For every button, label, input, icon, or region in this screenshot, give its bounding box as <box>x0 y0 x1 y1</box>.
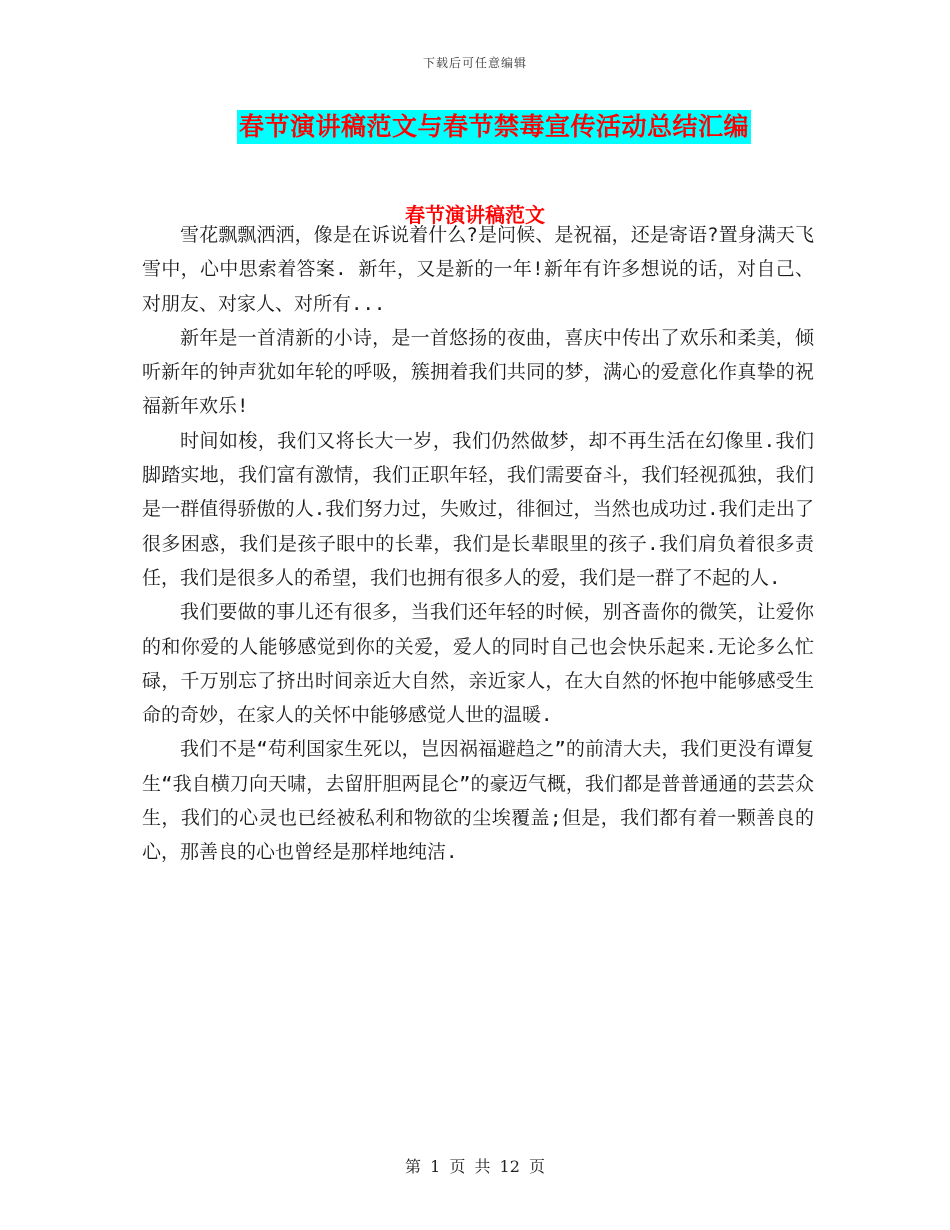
document-body <box>142 218 814 870</box>
paragraph-2: 新年是一首清新的小诗，是一首悠扬的夜曲，喜庆中传出了欢乐和柔美，倾听新年的钟声犹如年轮的呼吸，簇拥着我们共同的梦，满心的爱意化作真挚的祝福新年欢乐! <box>142 326 814 418</box>
paragraph-1: 雪花飘飘洒洒，像是在诉说着什么?是问候、是祝福，还是寄语?置身满天飞雪中，心中思索着答案. 新年，又是新的一年!新年有许多想说的话，对自己、对朋友、对家人、对所有... <box>142 224 814 315</box>
section-title: 春节演讲稿范文 <box>405 203 545 227</box>
document-title: 春节演讲稿范文与春节禁毒宣传活动总结汇编 <box>237 110 751 144</box>
document-title-wrap <box>0 110 950 144</box>
page-number: 第 1 页 共 12 页 <box>405 1157 545 1176</box>
paragraph-5: 我们不是“苟利国家生死以，岂因祸福避趋之”的前清大夫，我们更没有谭复生“我自横刀向天啸，去留肝胆两昆仑”的豪迈气概，我们都是普普通通的芸芸众生，我们的心灵也已经被私利和物欲的尘埃覆盖;但是，我们都有着一颗善良的心，那善良的心也曾经是那样地纯洁. <box>142 738 814 864</box>
paragraph-3: 时间如梭，我们又将长大一岁，我们仍然做梦，却不再生活在幻像里.我们脚踏实地，我们富有激情，我们正职年轻，我们需要奋斗，我们轻视孤独，我们是一群值得骄傲的人.我们努力过，失败过，徘徊过，当然也成功过.我们走出了很多困惑，我们是孩子眼中的长辈，我们是长辈眼里的孩子.我们肩负着很多责任，我们是很多人的希望，我们也拥有很多人的爱，我们是一群了不起的人. <box>142 429 814 589</box>
header-note: 下载后可任意编辑 <box>422 56 527 70</box>
paragraph-4: 我们要做的事儿还有很多，当我们还年轻的时候，别吝啬你的微笑，让爱你的和你爱的人能够感觉到你的关爱，爱人的同时自己也会快乐起来.无论多么忙碌，千万别忘了挤出时间亲近大自然，亲近家人，在大自然的怀抱中能够感受生命的奇妙，在家人的关怀中能够感觉人世的温暖. <box>142 601 814 727</box>
